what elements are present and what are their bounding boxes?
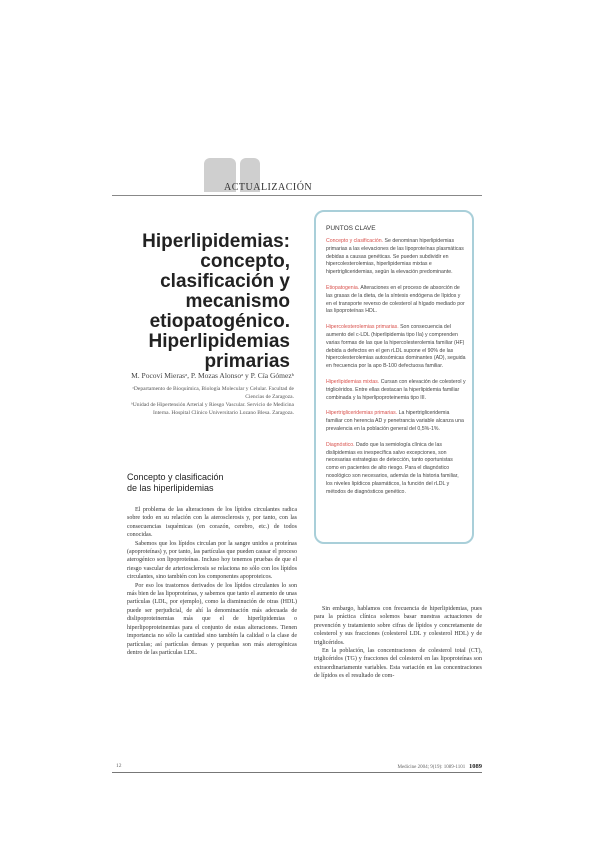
paragraph: El problema de las alteraciones de los lípidos circulantes radica sobre todo en su relación con la aterosclerosis y, por tanto, con las consecuencias isquémicas (en corazón, cerebro, etc.) de todos conocidas. [127, 507, 297, 539]
key-point-item [326, 324, 466, 371]
paragraph: Por eso los trastornos derivados de los lípidos circulantes lo son más bien de las lipoproteínas, y sabemos que tanto el aumento de unas partículas (LDL, por ejemplo), como la disminución de otras (HDL) puede ser perjudicial, de ahí la denominación más adecuada de dislipoproteinemias más que el de hiperlipidemias o hiperlipoproteinemias para el conjunto de estas alteraciones. Tienen importancia no sólo la cantidad sino también la calidad o la clase de partículas; así partículas densas y pequeñas son más aterogénicas dentro de las partículas LDL. [127, 582, 297, 656]
body-right-column [314, 605, 482, 681]
paragraph: Sabemos que los lípidos circulan por la sangre unidos a proteínas (apoproteínas) y, por tanto, las partículas que pueden causar el proceso aterogénico son lipoproteínas. Incluso hoy tenemos pruebas de que el riesgo vascular de arteriosclerosis se relaciona no sólo con los lípidos circulantes, sino también con los componentes apoproteicos. [127, 540, 297, 581]
paragraph: Sin embargo, hablamos con frecuencia de hiperlipidemias, pues para la práctica clínica solemos basar nuestras actuaciones de prevención y tratamiento sobre cifras de lípidos y concretamente de colesterol y sus fracciones (colesterol LDL y colesterol HDL) y de triglicéridos. [314, 606, 482, 646]
key-point-item [326, 238, 466, 277]
key-point-text: La hipertrigliceridemia familiar con herencia AD y penetrancia variable alcanza una prevalencia en la población general del 0,5%-1%. [326, 410, 464, 432]
key-point-text: Se denominan hiperlipidemias primarias a las elevaciones de las lipoproteínas plasmáticas debidas a causas genéticas. Se pueden subdividir en hipercolesterolemias, hiperlipidemias mixtas e hipertrigliceridemias, según la elevación predominante. [326, 238, 464, 276]
key-points-list [326, 238, 466, 504]
authors: M. Pocoví Mierasᵃ, P. Mozas Alonsoᵃ y P. Cía Gómezᵇ [131, 371, 294, 380]
key-point-head: Hipercolesterolemias primarias. [326, 324, 399, 331]
key-point-text: Cursan con elevación de colesterol y triglicéridos. Entre ellas destacan la hiperlipidemia familiar combinada y la hiperlipoproteinemia tipo III. [326, 378, 466, 401]
key-point-head: Etiopatogenia. [326, 284, 360, 291]
footer-citation [392, 763, 482, 770]
header-rule [112, 195, 482, 196]
journal-citation: Medicine 2004; 9(19): 1089-1101 [397, 765, 466, 770]
footer-page-marker: 12 [116, 763, 122, 769]
key-points-title: PUNTOS CLAVE [326, 225, 376, 232]
key-point-head: Hiperlipidemias mixtas. [326, 378, 380, 385]
key-point-head: Concepto y clasificación. [326, 238, 384, 244]
body-left-column [127, 506, 297, 657]
section-label: ACTUALIZACIÓN [224, 182, 313, 193]
affiliation-b: ᵇUnidad de Hipertensión Arterial y Riesgo Vascular. Servicio de Medicina Interna. Hospital Clínico Universitario Lozano Blesa. Zaragoza. [131, 402, 294, 416]
key-point-item [326, 379, 466, 402]
section-heading-line2: de las hiperlipidemias [127, 483, 214, 493]
key-point-head: Diagnóstico. [326, 441, 355, 448]
article-title: Hiperlipidemias: concepto, clasificación y mecanismo etiopatogénico. Hiperlipidemias primarias [142, 231, 290, 372]
key-point-item [326, 285, 466, 316]
key-point-text: Dado que la semiología clínica de las dislipidemias es inespecífica salvo excepciones, son necesarias estrategias de detección, tanto oportunistas como en pacientes de alto riesgo. Para el diagnóstico nosológico son necesarios, además de la historia familiar, los niveles lipídicos plasmáticos, la función del rLDL y métodos de diagnósticos genético. [326, 441, 459, 495]
key-point-item [326, 410, 466, 433]
affiliations [116, 385, 294, 417]
section-heading [127, 472, 297, 494]
paragraph: En la población, las concentraciones de colesterol total (CT), triglicéridos (TG) y fracciones del colesterol en las lipoproteínas son extraordinariamente variables. Esta variación en las concentraciones de lípidos es el resultado de com- [314, 648, 482, 680]
key-point-item [326, 442, 466, 497]
page-number: 1089 [469, 763, 482, 770]
key-point-head: Hipertrigliceridemias primarias. [326, 410, 398, 417]
footer-rule [112, 772, 482, 773]
affiliation-a: ᵃDepartamento de Bioquímica, Biología Molecular y Celular. Facultad de Ciencias de Zaragoza. [132, 386, 294, 400]
key-point-text: Alteraciones en el proceso de absorción de las grasas de la dieta, de la síntesis endógena de lípidos y en el transporte reverso de colesterol al hígado mediado por las lipoproteínas HDL. [326, 284, 465, 315]
key-point-text: Son consecuencia del aumento del c-LDL (hiperlipidemia tipo IIa) y comprenden varias formas de las que la hipercolesterolemia familiar (HF) debida a defectos en el gen rLDL supone el 90% de las hipercolesterolemias autosómicas dominantes (AD), seguida en frecuencia por la apo B-100 defectuosa familiar. [326, 324, 466, 370]
section-heading-line1: Concepto y clasificación [127, 472, 224, 482]
